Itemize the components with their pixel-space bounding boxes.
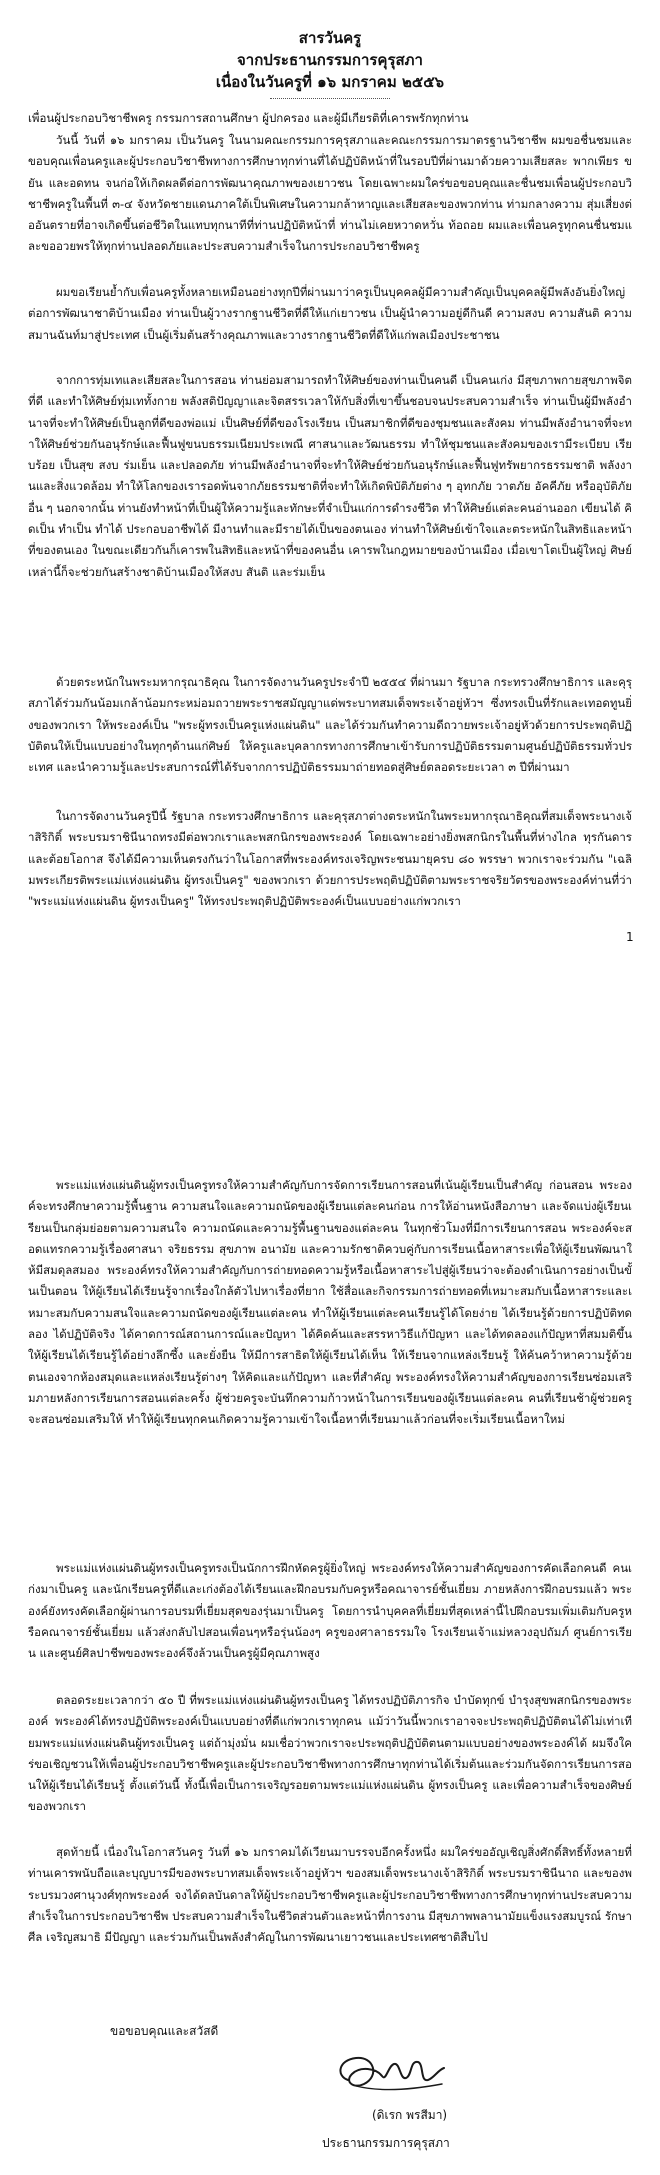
handwritten-signature xyxy=(330,2046,450,2098)
body-paragraph-7: พระแม่แห่งแผ่นดินผู้ทรงเป็นครูทรงเป็นนักการฝึกหัดครูผู้ยิ่งใหญ่ พระองค์ทรงให้ความสำคัญของการคัดเลือกคนดี คนเก่งมาเป็นครู และนักเรียนครูที่ดีและเก่งต้องได้เรียนและฝึกอบรมกับครูหรือคณาจารย์ชั้นเยี่ยม ภายหลังการฝึกอบรมแล้ว พระองค์ยังทรงคัดเลือกผู้ผ่านการอบรมที่เยี่ยมสุดของรุ่นมาเป็นครู โดยการนำบุคคลที่เยี่ยมที่สุดเหล่านี้ไปฝึกอบรมเพิ่มเติมกับครูหรือคณาจารย์ชั้นเยี่ยม แล้วส่งกลับไปสอนเพื่อนๆหรือรุ่นน้องๆ ครูของศาลาธรรมใจ โรงเรียนเจ้าแม่หลวงอุปถัมภ์ ศูนย์การเรียน และศูนย์ศิลปาชีพของพระองค์จึงล้วนเป็นครูผู้มีคุณภาพสูง xyxy=(28,1561,632,1661)
page-number: 1 xyxy=(626,930,634,944)
letter-from: จากประธานกรรมการคุรุสภา xyxy=(237,51,423,69)
greeting-paragraph: เพื่อนผู้ประกอบวิชาชีพครู กรรมการสถานศึกษา ผู้ปกครอง และผู้มีเกียรติที่เคารพรักทุกท่าน xyxy=(28,111,469,125)
body-paragraph-6: พระแม่แห่งแผ่นดินผู้ทรงเป็นครูทรงให้ความสำคัญกับการจัดการเรียนการสอนที่เน้นผู้เรียนเป็นสำคัญ ก่อนสอน พระองค์จะทรงศึกษาความรู้พื้นฐาน ความสนใจและความถนัดของผู้เรียนแต่ละคนก่อน การให้อ่านหนังสือภาษา และจัดแบ่งผู้เรียนเรียนเป็นกลุ่มย่อยตามความสนใจ ความถนัดและความรู้พื้นฐานของแต่ละคน ในทุกชั่วโมงที่มีการเรียนการสอน พระองค์จะสอดแทรกความรู้เรื่องศาสนา จริยธรรม สุขภาพ อนามัย และความรักชาติควบคู่กับการเรียนเนื้อหาสาระเพื่อให้ผู้เรียนพัฒนาให้มีสมดุลสมอง พระองค์ทรงให้ความสำคัญกับการถ่ายทอดความรู้หรือเนื้อหาสาระไปสู่ผู้เรียนว่าจะต้องดำเนินการอย่างเป็นขั้นเป็นตอน ให้ผู้เรียนได้เรียนรู้จากเรื่องใกล้ตัวไปหาเรื่องที่ยาก ใช้สื่อและกิจกรรมการถ่ายทอดที่เหมาะสมกับเนื้อหาสาระและเหมาะสมกับความสนใจและความถนัดของผู้เรียนแต่ละคน ทำให้ผู้เรียนแต่ละคนเรียนรู้ได้โดยง่าย ได้เรียนรู้ด้วยการปฏิบัติทดลอง ได้ปฏิบัติจริง ได้คาดการณ์สถานการณ์และปัญหา ได้คิดค้นและสรรหาวิธีแก้ปัญหา และได้ทดลองแก้ปัญหาที่สมมติขึ้น ให้ผู้เรียนได้เรียนรู้ได้อย่างลึกซึ้ง และยั่งยืน ให้มีการสาธิตให้ผู้เรียนได้เห็น ให้เรียนจากแหล่งเรียนรู้ ให้ค้นคว้าหาความรู้ด้วยตนเองจากห้องสมุดและแหล่งเรียนรู้ต่างๆ ให้คิดและแก้ปัญหา และที่สำคัญ พระองค์ทรงให้ความสำคัญของการเรียนซ่อมเสริมภายหลังการเรียนการสอนแต่ละครั้ง ผู้ช่วยครูจะบันทึกความก้าวหน้าในการเรียนของผู้เรียนแต่ละคน คนที่เรียนช้าผู้ช่วยครูจะสอนซ่อมเสริมให้ ทำให้ผู้เรียนทุกคนเกิดความรู้ความเข้าใจเนื้อหาที่เรียนมาแล้วก่อนที่จะเริ่มเรียนเนื้อหาใหม่ xyxy=(28,1178,632,1427)
title-divider xyxy=(270,98,390,99)
signer-position: ประธานกรรมการคุรุสภา xyxy=(322,2136,450,2150)
letter-occasion: เนื่องในวันครูที่ ๑๖ มกราคม ๒๕๕๖ xyxy=(215,73,445,91)
body-paragraph-9: สุดท้ายนี้ เนื่องในโอกาสวันครู วันที่ ๑๖ มกราคมได้เวียนมาบรรจบอีกครั้งหนึ่ง ผมใคร่ขออัญเชิญสิ่งศักดิ์สิทธิ์ทั้งหลายที่ท่านเคารพนับถือและบุญบารมีของพระบาทสมเด็จพระเจ้าอยู่หัวฯ ของสมเด็จพระนางเจ้าสิริกิติ์ พระบรมราชินีนาถ และของพระบรมวงศานุวงศ์ทุกพระองค์ จงได้ดลบันดาลให้ผู้ประกอบวิชาชีพครูและผู้ประกอบวิชาชีพทางการศึกษาทุกท่านประสบความสำเร็จในการประกอบวิชาชีพ ประสบความสำเร็จในชีวิตส่วนตัวและหน้าที่การงาน มีสุขภาพพลานามัยแข็งแรงสมบูรณ์ รักษาศีล เจริญสมาธิ มีปัญญา และร่วมกันเป็นพลังสำคัญในการพัฒนาเยาวชนและประเทศชาติสืบไป xyxy=(28,1845,632,1945)
letter-title: สารวันครู xyxy=(298,29,362,47)
body-paragraph-8: ตลอดระยะเวลากว่า ๕๐ ปี ที่พระแม่แห่งแผ่นดินผู้ทรงเป็นครู ได้ทรงปฏิบัติภารกิจ บำบัดทุกข์ บำรุงสุขพสกนิกรของพระองค์ พระองค์ได้ทรงปฏิบัติพระองค์เป็นแบบอย่างที่ดีแก่พวกเราทุกคน แม้ว่าวันนี้พวกเราอาจจะประพฤติปฏิบัติตนได้ไม่เท่าเทียมพระแม่แห่งแผ่นดินผู้ทรงเป็นครู แต่ถ้ามุ่งมั่น ผมเชื่อว่าพวกเราจะประพฤติปฏิบัติตนตามแบบอย่างของพระองค์ได้ ผมจึงใคร่ขอเชิญชวนให้เพื่อนผู้ประกอบวิชาชีพครูและผู้ประกอบวิชาชีพทางการศึกษาทุกท่านได้เริ่มต้นและร่วมกันจัดการเรียนการสอนให้ผู้เรียนได้เรียนรู้ ตั้งแต่วันนี้ ทั้งนี้เพื่อเป็นการเจริญรอยตามพระแม่แห่งแผ่นดิน ผู้ทรงเป็นครู และเพื่อความสำเร็จของศิษย์ของพวกเรา xyxy=(28,1693,632,1814)
signer-name: (ดิเรก พรสีมา) xyxy=(372,2108,448,2122)
body-paragraph-2: ผมขอเรียนย้ำกับเพื่อนครูทั้งหลายเหมือนอย่างทุกปีที่ผ่านมาว่าครูเป็นบุคคลผู้มีความสำคัญเป็นบุคคลผู้มีพลังอันยิ่งใหญ่ต่อการพัฒนาชาติบ้านเมือง ท่านเป็นผู้วางรากฐานชีวิตที่ดีให้แก่เยาวชน เป็นผู้นำความอยู่ดีกินดี ความสงบ ความสันติ ความสมานฉันท์มาสู่ประเทศ เป็นผู้เริ่มต้นสร้างคุณภาพและวางรากฐานชีวิตที่ดีให้แก่พลเมืองประชาชน xyxy=(28,285,632,342)
body-paragraph-4: ด้วยตระหนักในพระมหากรุณาธิคุณ ในการจัดงานวันครูประจำปี ๒๕๕๔ ที่ผ่านมา รัฐบาล กระทรวงศึกษาธิการ และคุรุสภาได้ร่วมกันน้อมเกล้าน้อมกระหม่อมถวายพระราชสมัญญาแด่พระบาทสมเด็จพระเจ้าอยู่หัวฯ ซึ่งทรงเป็นที่รักและเทอดทูนยิ่งของพวกเรา ให้พระองค์เป็น "พระผู้ทรงเป็นครูแห่งแผ่นดิน" และได้ร่วมกันทำความดีถวายพระเจ้าอยู่หัวด้วยการประพฤติปฏิบัติตนให้เป็นแบบอย่างในทุกๆด้านแก่ศิษย์ ให้ครูและบุคลากรทางการศึกษาเข้ารับการปฏิบัติธรรมตามศูนย์ปฏิบัติธรรมทั่วประเทศ และนำความรู้และประสบการณ์ที่ได้รับจากการปฏิบัติธรรมมาถ่ายทอดสู่ศิษย์ตลอดระยะเวลา ๓ ปีที่ผ่านมา xyxy=(28,675,632,775)
body-paragraph-5: ในการจัดงานวันครูปีนี้ รัฐบาล กระทรวงศึกษาธิการ และคุรุสภาต่างตระหนักในพระมหากรุณาธิคุณที่สมเด็จพระนางเจ้าสิริกิติ์ พระบรมราชินีนาถทรงมีต่อพวกเราและพสกนิกรของพระองค์ โดยเฉพาะอย่างยิ่งพสกนิกรในพื้นที่ห่างไกล ทุรกันดาร และต้อยโอกาส จึงได้มีความเห็นตรงกันว่าในโอกาสที่พระองค์ทรงเจริญพระชนมายุครบ ๘๐ พรรษา พวกเราจะร่วมกัน "เฉลิมพระเกียรติพระแม่แห่งแผ่นดิน ผู้ทรงเป็นครู" ของพวกเรา ด้วยการประพฤติปฏิบัติตามพระราชจริยวัตรของพระองค์ท่านที่ว่า "พระแม่แห่งแผ่นดิน ผู้ทรงเป็นครู" ให้ทรงประพฤติปฏิบัติพระองค์เป็นแบบอย่างแก่พวกเรา xyxy=(28,809,632,909)
closing-line: ขอขอบคุณและสวัสดี xyxy=(110,2024,219,2038)
body-paragraph-3: จากการทุ่มเทและเสียสละในการสอน ท่านย่อมสามารถทำให้ศิษย์ของท่านเป็นคนดี เป็นคนเก่ง มีสุขภาพกายสุขภาพจิตที่ดี และทำให้ศิษย์ทุ่มเททั้งกาย พลังสติปัญญาและจิตสรรเวลาให้กับสิ่งที่เขาขึ้นชอบจนประสบความสำเร็จ ท่านเป็นผู้มีพลังอำนาจที่จะทำให้ศิษย์เป็นลูกที่ดีของพ่อแม่ เป็นศิษย์ที่ดีของโรงเรียน เป็นสมาชิกที่ดีของชุมชนและสังคม ท่านมีพลังอำนาจที่จะทำให้ศิษย์ช่วยกันอนุรักษ์และฟื้นฟูขนบธรรมเนียมประเพณี ศาสนาและวัฒนธรรม ทำให้ชุมชนและสังคมของเรามีระเบียบ เรียบร้อย เป็นสุข สงบ ร่มเย็น และปลอดภัย ท่านมีพลังอำนาจที่จะทำให้ศิษย์ช่วยกันอนุรักษ์และฟื้นฟูทรัพยากรธรรมชาติ พลังงานและสิ่งแวดล้อม ทำให้โลกของเรารอดพ้นจากภัยธรรมชาติที่จะทำให้เกิดพิบัติภัยต่าง ๆ อุทกภัย วาตภัย อัคคีภัย หรืออุบัติภัยอื่น ๆ นอกจากนั้น ท่านยังทำหน้าที่เป็นผู้ให้ความรู้และทักษะที่จำเป็นแก่การดำรงชีวิต ทำให้ศิษย์แต่ละคนอ่านออก เขียนได้ คิดเป็น ทำเป็น ทำได้ ประกอบอาชีพได้ มีงานทำและมีรายได้เป็นของตนเอง ท่านทำให้ศิษย์เข้าใจและตระหนักในสิทธิและหน้าที่ของตนเอง ในขณะเดียวกันก็เคารพในสิทธิและหน้าที่ของคนอื่น เคารพในกฎหมายของบ้านเมือง เมื่อเขาโตเป็นผู้ใหญ่ ศิษย์เหล่านี้ก็จะช่วยกันสร้างชาติบ้านเมืองให้สงบ สันติ และร่มเย็น xyxy=(28,373,632,579)
body-paragraph-1: วันนี้ วันที่ ๑๖ มกราคม เป็นวันครู ในนามคณะกรรมการคุรุสภาและคณะกรรมการมาตรฐานวิชาชีพ ผมขอชื่นชมและขอบคุณเพื่อนครูและผู้ประกอบวิชาชีพทางการศึกษาทุกท่านที่ได้ปฏิบัติหน้าที่ในรอบปีที่ผ่านมาด้วยความเสียสละ พากเพียร ขยัน และอดทน จนก่อให้เกิดผลดีต่อการพัฒนาคุณภาพของเยาวชน โดยเฉพาะผมใคร่ขอขอบคุณและชื่นชมเพื่อนผู้ประกอบวิชาชีพครูในพื้นที่ ๓-๔ จังหวัดชายแดนภาคใต้เป็นพิเศษในความกล้าหาญและเสียสละของพวกท่าน ท่ามกลางความ สุ่มเสี่ยงต่ออันตรายที่อาจเกิดขึ้นต่อชีวิตในแทบทุกนาทีที่ท่านปฏิบัติหน้าที่ ท่านไม่เคยหวาดหวั่น ท้อถอย ผมและเพื่อนครูทุกคนชื่นชมและขออวยพรให้ทุกท่านปลอดภัยและประสบความสำเร็จในการประกอบวิชาชีพครู xyxy=(28,133,632,254)
